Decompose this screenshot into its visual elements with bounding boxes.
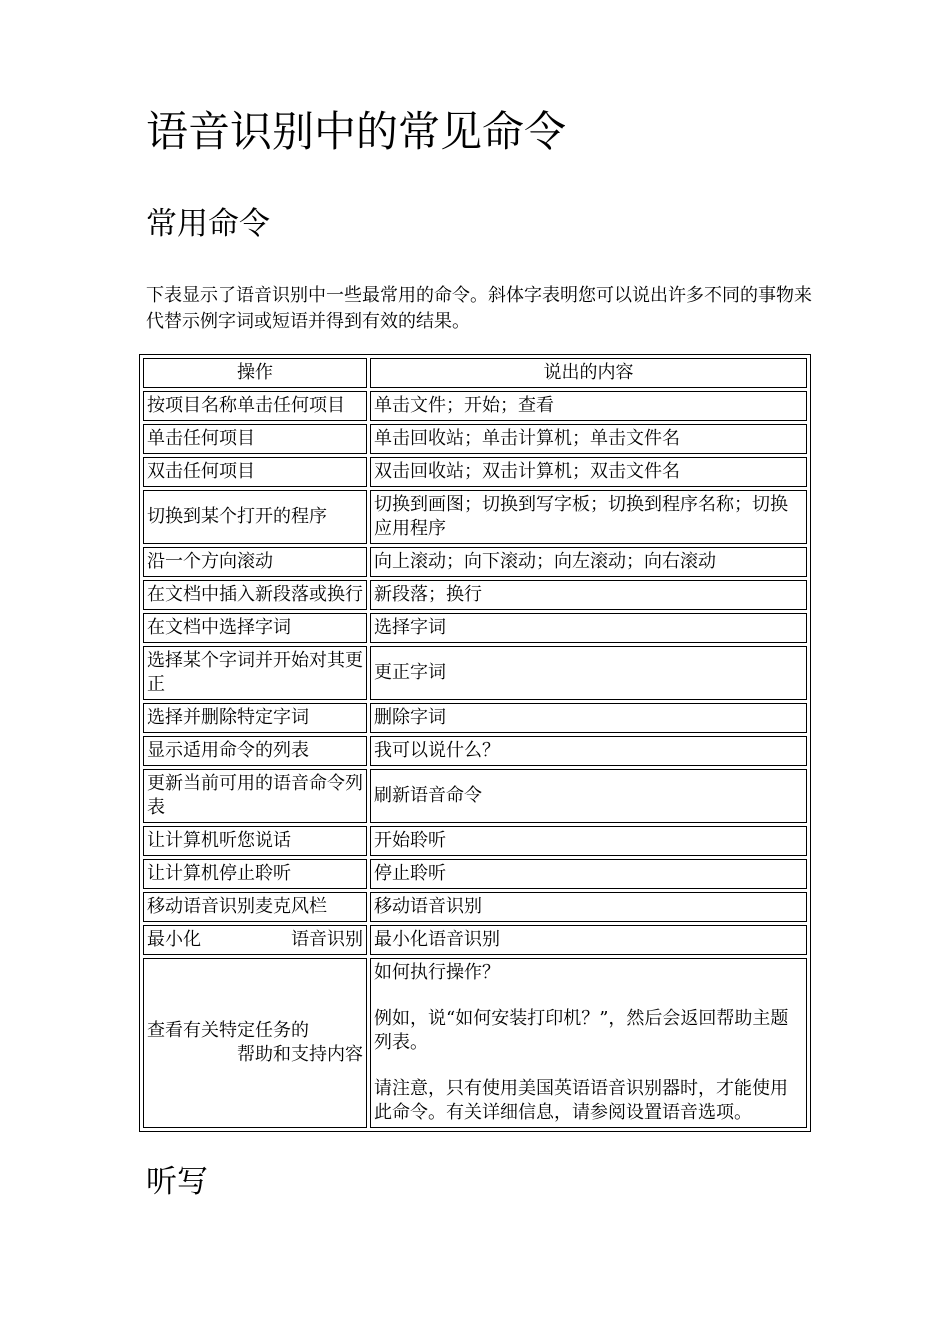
header-say: 说出的内容 xyxy=(370,358,807,388)
say-cell: 最小化语音识别 xyxy=(370,925,807,955)
minimize-action-part1: 最小化 xyxy=(147,929,201,950)
section-heading-dictation: 听写 xyxy=(146,1164,208,1200)
say-cell xyxy=(370,958,807,1128)
commands-table-wrapper xyxy=(139,354,811,1132)
table-header-row xyxy=(143,358,807,388)
action-cell: 显示适用命令的列表 xyxy=(143,736,367,766)
say-cell: 移动语音识别 xyxy=(370,892,807,922)
say-cell: 停止聆听 xyxy=(370,859,807,889)
help-say-p2: 例如，说“如何安装打印机？”，然后会返回帮助主题列表。 xyxy=(374,1008,789,1053)
commands-table xyxy=(139,354,811,1132)
action-cell: 在文档中插入新段落或换行 xyxy=(143,580,367,610)
action-cell: 双击任何项目 xyxy=(143,457,367,487)
table-row xyxy=(143,736,807,766)
say-cell: 切换到画图；切换到写字板；切换到程序名称；切换应用程序 xyxy=(370,490,807,544)
intro-paragraph: 下表显示了语音识别中一些最常用的命令。斜体字表明您可以说出许多不同的事物来代替示例字词或短语并得到有效的结果。 xyxy=(146,285,812,332)
say-cell: 双击回收站；双击计算机；双击文件名 xyxy=(370,457,807,487)
paragraph-gap xyxy=(374,1055,803,1077)
say-cell: 选择字词 xyxy=(370,613,807,643)
section-heading-common-commands: 常用命令 xyxy=(146,206,270,242)
help-action-line1: 查看有关特定任务的 xyxy=(147,1020,309,1041)
action-cell: 切换到某个打开的程序 xyxy=(143,490,367,544)
action-cell: 更新当前可用的语音命令列表 xyxy=(143,769,367,823)
action-cell xyxy=(143,958,367,1128)
table-row xyxy=(143,703,807,733)
table-row xyxy=(143,826,807,856)
say-cell: 新段落；换行 xyxy=(370,580,807,610)
say-cell: 开始聆听 xyxy=(370,826,807,856)
paragraph-gap xyxy=(374,985,803,1007)
help-action-line2: 帮助和支持内容 xyxy=(237,1044,363,1065)
action-cell: 单击任何项目 xyxy=(143,424,367,454)
say-cell: 更正字词 xyxy=(370,646,807,700)
help-say-p3: 请注意，只有使用美国英语语音识别器时，才能使用此命令。有关详细信息，请参阅设置语音选项。 xyxy=(374,1078,788,1123)
header-action: 操作 xyxy=(143,358,367,388)
say-cell: 删除字词 xyxy=(370,703,807,733)
say-cell: 向上滚动；向下滚动；向左滚动；向右滚动 xyxy=(370,547,807,577)
action-cell: 移动语音识别麦克风栏 xyxy=(143,892,367,922)
action-cell: 在文档中选择字词 xyxy=(143,613,367,643)
help-say-p1: 如何执行操作？ xyxy=(374,962,500,983)
page-title: 语音识别中的常见命令 xyxy=(146,107,567,156)
table-row xyxy=(143,580,807,610)
table-row xyxy=(143,646,807,700)
table-row xyxy=(143,613,807,643)
action-cell: 选择某个字词并开始对其更正 xyxy=(143,646,367,700)
say-cell: 单击文件；开始；查看 xyxy=(370,391,807,421)
say-cell: 刷新语音命令 xyxy=(370,769,807,823)
table-row-minimize xyxy=(143,925,807,955)
table-row xyxy=(143,457,807,487)
say-cell: 我可以说什么？ xyxy=(370,736,807,766)
table-row-help xyxy=(143,958,807,1128)
minimize-action-spread xyxy=(147,928,363,952)
table-row xyxy=(143,769,807,823)
minimize-action-part2: 语音识别 xyxy=(291,929,363,950)
action-cell xyxy=(143,925,367,955)
action-cell: 选择并删除特定字词 xyxy=(143,703,367,733)
say-cell: 单击回收站；单击计算机；单击文件名 xyxy=(370,424,807,454)
table-row xyxy=(143,892,807,922)
table-body xyxy=(143,391,807,1128)
table-row xyxy=(143,547,807,577)
action-cell: 沿一个方向滚动 xyxy=(143,547,367,577)
action-cell: 让计算机停止聆听 xyxy=(143,859,367,889)
action-cell: 按项目名称单击任何项目 xyxy=(143,391,367,421)
table-row xyxy=(143,490,807,544)
table-row xyxy=(143,391,807,421)
table-row xyxy=(143,859,807,889)
action-cell: 让计算机听您说话 xyxy=(143,826,367,856)
table-row xyxy=(143,424,807,454)
